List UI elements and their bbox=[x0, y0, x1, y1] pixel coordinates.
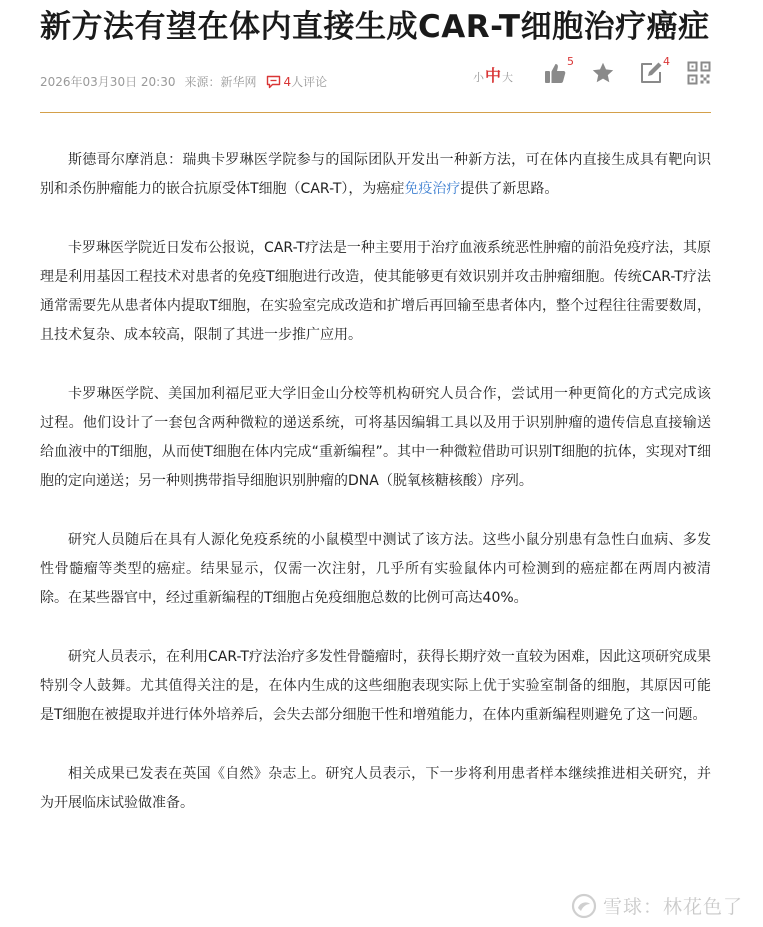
paragraph-2: 卡罗琳医学院近日发布公报说，CAR-T疗法是一种主要用于治疗血液系统恶性肿瘤的前沿免疫疗法，其原理是利用基因工程技术对患者的免疫T细胞进行改造，使其能够更有效识别并攻击肿瘤细胞。传统CAR-T疗法通常需要先从患者体内提取T细胞，在实验室完成改造和扩增后再回输至患者体内，整个过程往往需要数周，且技术复杂、成本较高，限制了其进一步推广应用。 bbox=[40, 240, 711, 343]
title-divider bbox=[40, 112, 711, 113]
paragraph-6: 相关成果已发表在英国《自然》杂志上。研究人员表示，下一步将利用患者样本继续推进相关研究，并为开展临床试验做准备。 bbox=[40, 766, 711, 811]
font-size-medium[interactable]: 中 bbox=[484, 66, 501, 85]
comment-link[interactable] bbox=[266, 73, 328, 90]
paragraph-4: 研究人员随后在具有人源化免疫系统的小鼠模型中测试了该方法。这些小鼠分别患有急性白血病、多发性骨髓瘤等类型的癌症。结果显示，仅需一次注射，几乎所有实验鼠体内可检测到的癌症都在两周内被清除。在某些器官中，经过重新编程的T细胞占免疫细胞总数的比例可高达40%。 bbox=[40, 532, 711, 606]
source-name: 新华网 bbox=[220, 75, 257, 89]
qrcode-icon bbox=[687, 61, 711, 85]
source-label: 来源： bbox=[184, 75, 221, 89]
write-comment-button[interactable] bbox=[639, 55, 670, 88]
comment-badge: 4 bbox=[663, 55, 670, 68]
article-meta bbox=[40, 55, 711, 100]
paragraph-1 bbox=[40, 146, 711, 204]
immunotherapy-link[interactable]: 免疫治疗 bbox=[404, 181, 461, 197]
article-title: 新方法有望在体内直接生成CAR-T细胞治疗癌症 bbox=[40, 9, 710, 45]
source bbox=[184, 73, 256, 90]
paragraph-3: 卡罗琳医学院、美国加利福尼亚大学旧金山分校等机构研究人员合作，尝试用一种更简化的方式完成该过程。他们设计了一套包含两种微粒的递送系统，可将基因编辑工具以及用于识别肿瘤的遗传信息直接输送给血液中的T细胞，从而使T细胞在体内完成“重新编程”。其中一种微粒借助可识别T细胞的抗体，实现对T细胞的定向递送；另一种则携带指导细胞识别肿瘤的DNA（脱氧核糖核酸）序列。 bbox=[40, 386, 711, 489]
font-size-large[interactable]: 大 bbox=[502, 71, 513, 84]
publish-datetime: 2026年03月30日 20:30 bbox=[40, 75, 176, 89]
like-count: 5 bbox=[567, 55, 574, 68]
edit-icon bbox=[639, 61, 663, 85]
snowball-logo-icon bbox=[571, 893, 597, 919]
meta-info bbox=[40, 73, 327, 90]
watermark bbox=[571, 892, 743, 919]
article-toolbar bbox=[472, 55, 711, 88]
paragraph-1-text: 斯德哥尔摩消息：瑞典卡罗琳医学院参与的国际团队开发出一种新方法，可在体内直接生成具有靶向识别和杀伤肿瘤能力的嵌合抗原受体T细胞（CAR-T），为癌症 bbox=[40, 152, 711, 197]
like-button[interactable] bbox=[543, 55, 574, 88]
paragraph-1-tail: 提供了新思路。 bbox=[460, 181, 559, 197]
comment-suffix: 人评论 bbox=[291, 75, 328, 89]
favorite-button[interactable] bbox=[591, 61, 615, 88]
qrcode-button[interactable] bbox=[687, 61, 711, 88]
paragraph-5: 研究人员表示，在利用CAR-T疗法治疗多发性骨髓瘤时，获得长期疗效一直较为困难，因此这项研究成果特别令人鼓舞。尤其值得关注的是，在体内生成的这些细胞表现实际上优于实验室制备的细胞，其原因可能是T细胞在被提取并进行体外培养后，会失去部分细胞干性和增殖能力，在体内重新编程则避免了这一问题。 bbox=[40, 649, 711, 723]
thumbs-up-icon bbox=[543, 61, 567, 85]
article-body bbox=[40, 146, 711, 818]
comment-count: 4 bbox=[283, 74, 292, 89]
article bbox=[40, 0, 711, 848]
font-size-small[interactable]: 小 bbox=[472, 71, 484, 84]
font-size-switch bbox=[473, 63, 513, 86]
star-icon bbox=[591, 61, 615, 85]
watermark-text: 雪球：林花色了 bbox=[602, 896, 743, 918]
comment-icon bbox=[266, 75, 281, 89]
